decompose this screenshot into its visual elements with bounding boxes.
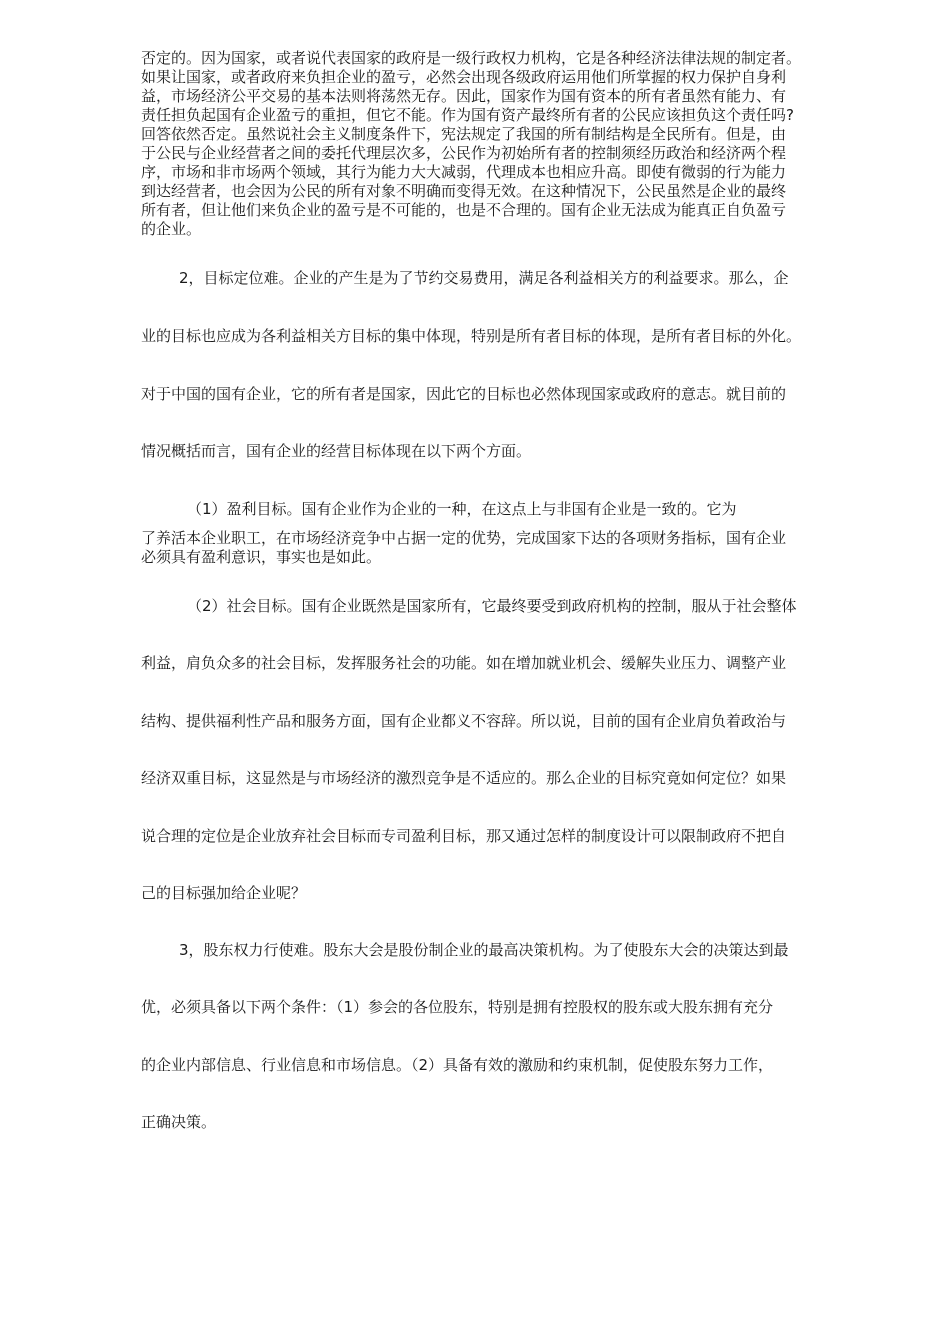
text-line: 的企业。 [141, 220, 202, 238]
text-line: 业的目标也应成为各利益相关方目标的集中体现，特别是所有者目标的体现，是所有者目标的外化。 [141, 327, 802, 345]
text-line: 责任担负起国有企业盈亏的重担，但它不能。作为国有资产最终所有者的公民应该担负这个责任吗? [141, 106, 794, 124]
text-line: 优，必须具备以下两个条件：（1）参会的各位股东，特别是拥有控股权的股东或大股东拥有充分 [141, 998, 774, 1016]
text-line: 结构、提供福利性产品和服务方面，国有企业都义不容辞。所以说，目前的国有企业肩负着政治与 [141, 712, 787, 730]
text-line: 正确决策。 [141, 1113, 217, 1131]
text-line: 如果让国家，或者政府来负担企业的盈亏，必然会出现各级政府运用他们所掌握的权力保护自身利 [141, 68, 787, 86]
text-line: 于公民与企业经营者之间的委托代理层次多，公民作为初始所有者的控制须经历政治和经济两个程 [141, 144, 787, 162]
text-line: 序，市场和非市场两个领域，其行为能力大大减弱，代理成本也相应升高。即使有微弱的行为能力 [141, 163, 787, 181]
text-line: 经济双重目标，这显然是与市场经济的激烈竞争是不适应的。那么企业的目标究竟如何定位？如果 [141, 769, 787, 787]
text-line: 的企业内部信息、行业信息和市场信息。（2）具备有效的激励和约束机制，促使股东努力工作， [141, 1056, 774, 1074]
text-line: 利益，肩负众多的社会目标，发挥服务社会的功能。如在增加就业机会、缓解失业压力、调整产业 [141, 654, 787, 672]
text-line: （2）社会目标。国有企业既然是国家所有，它最终要受到政府机构的控制，服从于社会整体 [187, 597, 797, 615]
text-line: 3，股东权力行使难。股东大会是股份制企业的最高决策机构。为了使股东大会的决策达到最 [179, 941, 789, 959]
text-line: 对于中国的国有企业，它的所有者是国家，因此它的目标也必然体现国家或政府的意志。就目前的 [141, 385, 787, 403]
text-line: 情况概括而言，国有企业的经营目标体现在以下两个方面。 [141, 442, 532, 460]
text-line: 到达经营者，也会因为公民的所有对象不明确而变得无效。在这种情况下，公民虽然是企业的最终 [141, 182, 787, 200]
text-line: 己的目标强加给企业呢？ [141, 884, 307, 902]
text-line: 2，目标定位难。企业的产生是为了节约交易费用，满足各利益相关方的利益要求。那么，企 [179, 269, 789, 287]
text-line: 了养活本企业职工，在市场经济竞争中占据一定的优势，完成国家下达的各项财务指标，国有企业 [141, 529, 787, 547]
text-line: 必须具有盈利意识，事实也是如此。 [141, 548, 382, 566]
text-line: 回答依然否定。虽然说社会主义制度条件下，宪法规定了我国的所有制结构是全民所有。但是，由 [141, 125, 787, 143]
text-line: 益，市场经济公平交易的基本法则将荡然无存。因此，国家作为国有资本的所有者虽然有能力、有 [141, 87, 787, 105]
text-line: 否定的。因为国家，或者说代表国家的政府是一级行政权力机构，它是各种经济法律法规的制定者。 [141, 49, 802, 67]
text-line: 说合理的定位是企业放弃社会目标而专司盈利目标，那又通过怎样的制度设计可以限制政府不把自 [141, 827, 787, 845]
text-line: 所有者，但让他们来负企业的盈亏是不可能的，也是不合理的。国有企业无法成为能真正自负盈亏 [141, 201, 787, 219]
text-line: （1）盈利目标。国有企业作为企业的一种，在这点上与非国有企业是一致的。它为 [187, 500, 737, 518]
